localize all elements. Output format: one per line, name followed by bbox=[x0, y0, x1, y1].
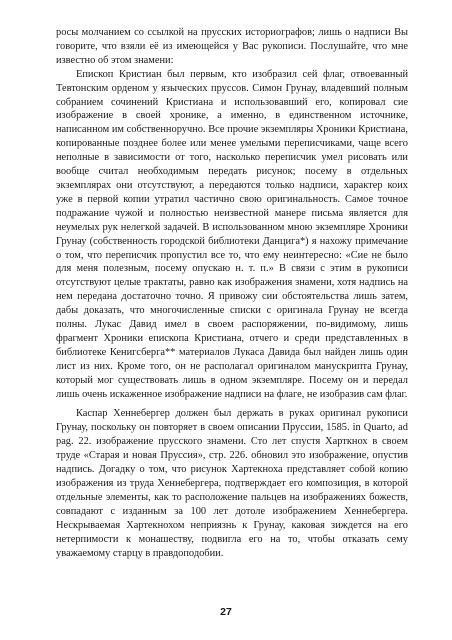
paragraph-continued: росы молчанием со ссылкой на прусских историографов; лишь о надписи Вы говорите, что взяли её из имеющейся у Вас рукописи. Послушайте, что мне известно об этом знамени: bbox=[56, 27, 408, 66]
paragraph-bishop-christian: Епископ Кристиан был первым, кто изобразил сей флаг, отвоеванный Тевтонским орденом у языческих пруссов. Симон Грунау, владевший полным собранием сочинений Кристиана и использовавший его, копировал сие изображение в своей хронике, а именно, в единственном источнике, написанном им собственноручно. Все прочие экземпляры Хроники Кристиана, копированные позднее более или менее умелыми переписчиками, чаще всего неполные в зависимости от того, насколько переписчик умел рисовать или вообще считал необходимым передать рисунок; посему в отдельных экземплярах они отсутствуют, а передаются только надписи, характер коих уже в первой копии утратил частично свою оригинальность. Самое точное подражание чужой и полностью неизвестной манере письма является для неумелых рук нелегкой задачей. В использованном мною экземпляре Хроники Грунау (собственность городской библиотеки Данцига*) я нахожу примечание о том, что переписчик пропустил все то, что ему неинтересно: «Сие не было для меня полезным, посему опускаю н. т. п.» В связи с этим в рукописи отсутствуют целые трактаты, равно как изображения знамени, хотя надпись на нем передана достаточно точно. Я привожу сии обстоятельства лишь затем, дабы доказать, что многочисленные списки с оригинала Грунау не всегда полны. Лукас Давид имел в своем распоряжении, по-видимому, лишь фрагмент Хроники епископа Кристиана, отчего и среди представленных в библиотеке Кенигсберга** материалов Лукаса Давида был найден лишь один лист из них. Кроме того, он не располагал оригиналом манускрипта Грунау, который мог существовать лишь в одном экземпляре. Посему он и передал лишь очень искаженное изображение надписи на флаге, не изобразив сам флаг. bbox=[56, 68, 408, 400]
page-number: 27 bbox=[220, 606, 232, 618]
paragraph-hennenberger: Каспар Хеннебергер должен был держать в руках оригинал рукописи Грунау, поскольку он повторяет в своем описании Пруссии, 1585. in Quarto, ad pag. 22. изображение прусского знамени. Сто лет спустя Харткнох в своем труде «Старая и новая Пруссия», стр. 226. обновил это изображение, опустив надпись. Догадку о том, что рисунок Хартекноха представляет собой копию изображения из труда Хеннебергера, подтверждает его композиция, в которой отдельные элементы, как то расположение пальцев на изображениях божеств, совпадают с изданным за 100 лет дотоле изображением Хеннебергера. Нескрываемая Хартекнохом неприязнь к Грунау, каковая зиждется на его нетерпимости к монашеству, подвигла его на то, чтобы отказать сему уважаемому старцу в правдоподобии. bbox=[56, 408, 408, 559]
page-body bbox=[56, 26, 408, 560]
